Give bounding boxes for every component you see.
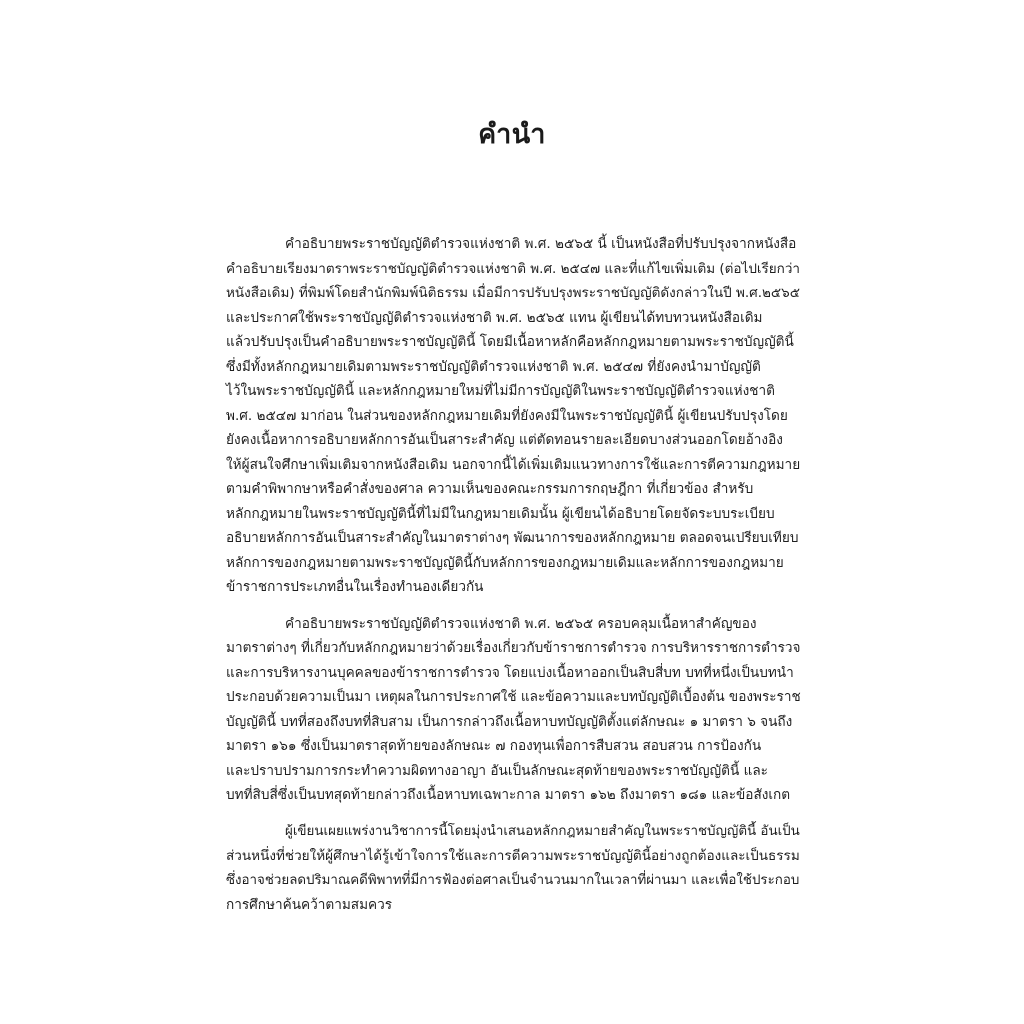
text-line: ส่วนหนึ่งที่ช่วยให้ผู้ศึกษาได้รู้เข้าใจการใช้และการตีความพระราชบัญญัตินี้อย่างถูกต้องและเป็นธรรม (226, 848, 800, 864)
text-line: แล้วปรับปรุงเป็นคำอธิบายพระราชบัญญัตินี้ โดยมีเนื้อหาหลักคือหลักกฎหมายตามพระราชบัญญัตินี้ (226, 334, 794, 350)
text-line: ผู้เขียนเผยแพร่งานวิชาการนี้โดยมุ่งนำเสนอหลักกฎหมายสำคัญในพระราชบัญญัตินี้ อันเป็น (285, 823, 800, 839)
text-line: มาตราต่างๆ ที่เกี่ยวกับหลักกฎหมายว่าด้วยเรื่องเกี่ยวกับข้าราชการตำรวจ การบริหารราชการตำรวจ (226, 640, 801, 656)
paragraph-3 (226, 820, 800, 918)
text-line: ให้ผู้สนใจศึกษาเพิ่มเติมจากหนังสือเดิม นอกจากนี้ได้เพิ่มเติมแนวทางการใช้และการตีความกฎหมาย (226, 456, 801, 473)
text-line: และการบริหารงานบุคคลของข้าราชการตำรวจ โดยแบ่งเนื้อหาออกเป็นสิบสี่บท บทที่หนึ่งเป็นบทนำ (226, 664, 794, 681)
text-line: หลักกฎหมายในพระราชบัญญัตินี้ที่ไม่มีในกฎหมายเดิมนั้น ผู้เขียนได้อธิบายโดยจัดระบบระเบียบ (226, 505, 775, 522)
text-line: หนังสือเดิม) ที่พิมพ์โดยสำนักพิมพ์นิติธรรม เมื่อมีการปรับปรุงพระราชบัญญัติดังกล่าวในปี พ.ศ.๒๕๖๕ (226, 285, 800, 301)
text-line: ประกอบด้วยความเป็นมา เหตุผลในการประกาศใช้ และข้อความและบทบัญญัติเบื้องต้น ของพระราช (226, 689, 801, 705)
text-line: คำอธิบายเรียงมาตราพระราชบัญญัติตำรวจแห่งชาติ พ.ศ. ๒๕๔๗ และที่แก้ไขเพิ่มเติม (ต่อไปเรียกว่า (226, 260, 801, 277)
text-line: บทที่สิบสี่ซึ่งเป็นบทสุดท้ายกล่าวถึงเนื้อหาบทเฉพาะกาล มาตรา ๑๖๒ ถึงมาตรา ๑๘๑ และข้อสังเกต (226, 787, 791, 803)
text-line: การศึกษาค้นคว้าตามสมควร (226, 897, 393, 913)
text-line: ข้าราชการประเภทอื่นในเรื่องทำนองเดียวกัน (226, 579, 484, 595)
text-line: คำอธิบายพระราชบัญญัติตำรวจแห่งชาติ พ.ศ. ๒๕๖๕ นี้ เป็นหนังสือที่ปรับปรุงจากหนังสือ (285, 236, 797, 252)
text-line: ไว้ในพระราชบัญญัตินี้ และหลักกฎหมายใหม่ที่ไม่มีการบัญญัติในพระราชบัญญัติตำรวจแห่งชาติ (226, 383, 775, 399)
text-line: มาตรา ๑๖๑ ซึ่งเป็นมาตราสุดท้ายของลักษณะ ๗ กองทุนเพื่อการสืบสวน สอบสวน การป้องกัน (226, 738, 762, 754)
text-line: หลักการของกฎหมายตามพระราชบัญญัตินี้กับหลักการของกฎหมายเดิมและหลักการของกฎหมาย (226, 554, 784, 571)
text-line: ซึ่งมีทั้งหลักกฎหมายเดิมตามพระราชบัญญัติตำรวจแห่งชาติ พ.ศ. ๒๕๔๗ ที่ยังคงนำมาบัญญัติ (226, 358, 761, 375)
text-line: และประกาศใช้พระราชบัญญัติตำรวจแห่งชาติ พ.ศ. ๒๕๖๕ แทน ผู้เขียนได้ทบทวนหนังสือเดิม (226, 309, 763, 326)
text-line: ซึ่งอาจช่วยลดปริมาณคดีพิพาทที่มีการฟ้องต่อศาลเป็นจำนวนมากในเวลาที่ผ่านมา และเพื่อใช้ประกอบ (226, 872, 800, 888)
text-line: คำอธิบายพระราชบัญญัติตำรวจแห่งชาติ พ.ศ. ๒๕๖๕ ครอบคลุมเนื้อหาสำคัญของ (285, 615, 757, 632)
text-line: และปราบปรามการกระทำความผิดทางอาญา อันเป็นลักษณะสุดท้ายของพระราชบัญญัตินี้ และ (226, 762, 768, 779)
document-body (226, 232, 800, 918)
text-line: ตามคำพิพากษาหรือคำสั่งของศาล ความเห็นของคณะกรรมการกฤษฎีกา ที่เกี่ยวข้อง สำหรับ (226, 481, 754, 497)
text-line: อธิบายหลักการอันเป็นสาระสำคัญในมาตราต่างๆ พัฒนาการของหลักกฎหมาย ตลอดจนเปรียบเทียบ (226, 530, 799, 546)
text-line: พ.ศ. ๒๕๔๗ มาก่อน ในส่วนของหลักกฎหมายเดิมที่ยังคงมีในพระราชบัญญัตินี้ ผู้เขียนปรับปรุงโดย (226, 407, 788, 424)
page-title: คำนำ (478, 119, 546, 150)
text-line: บัญญัตินี้ บทที่สองถึงบทที่สิบสาม เป็นการกล่าวถึงเนื้อหาบทบัญญัติตั้งแต่ลักษณะ ๑ มาตรา ๖ จนถึง (226, 713, 793, 730)
text-line: ยังคงเนื้อหาการอธิบายหลักการอันเป็นสาระสำคัญ แต่ตัดทอนรายละเอียดบางส่วนออกโดยอ้างอิง (226, 432, 783, 448)
paragraph-2 (226, 612, 800, 808)
paragraph-1 (226, 232, 800, 600)
